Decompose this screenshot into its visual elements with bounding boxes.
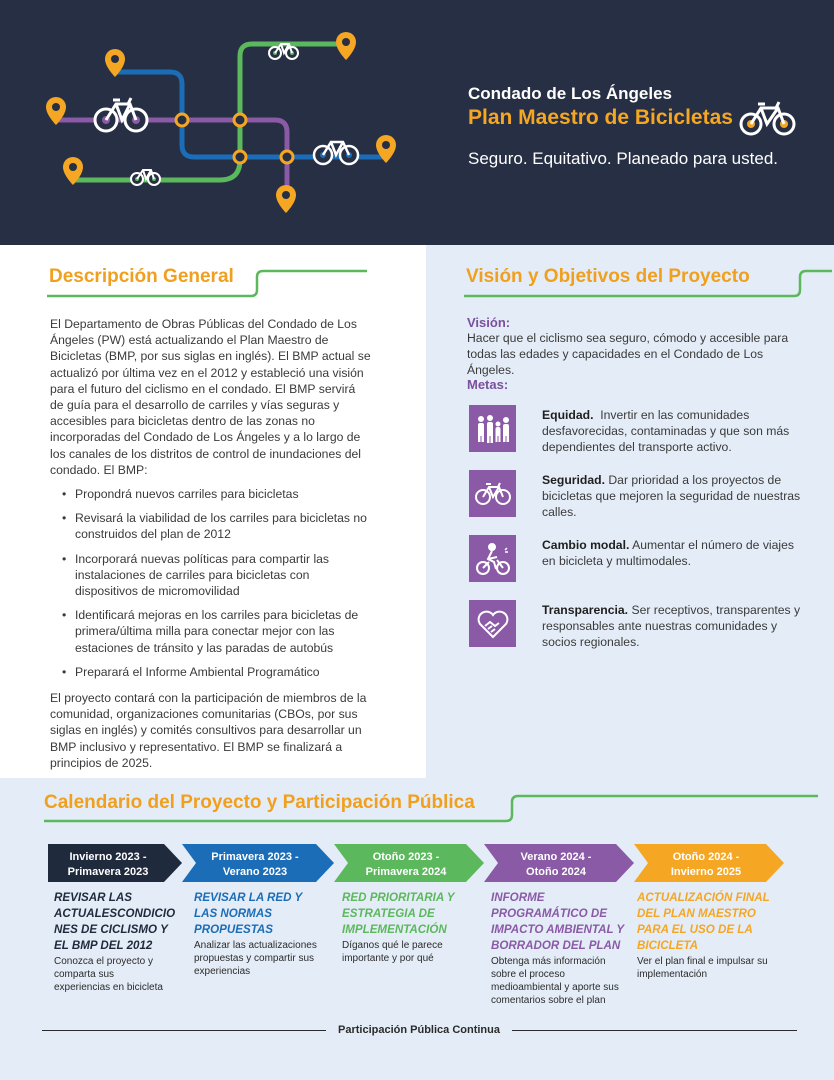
phase-title: REVISAR LA RED Y LAS NORMAS PROPUESTAS — [194, 891, 303, 936]
bicycle-icon — [738, 100, 798, 138]
bullet-marker: • — [62, 511, 67, 526]
timeline-footer: Participación Pública Continua — [338, 1024, 500, 1036]
phase-card — [637, 890, 779, 981]
section-underline — [45, 269, 375, 299]
phase-description: Obtenga más información sobre el proceso medioambiental y aporte sus comentarios sobre el plan — [491, 956, 619, 1006]
goals-label: Metas: — [467, 377, 509, 392]
phase-period: Otoño 2023 - Primavera 2024 — [365, 851, 447, 878]
phase-period: Primavera 2023 - Verano 2023 — [211, 851, 299, 878]
header-banner — [0, 0, 834, 245]
overview-title: Descripción General — [49, 266, 234, 287]
handshake-heart-icon — [469, 600, 516, 647]
list-item: • Incorporará nuevas políticas para compartir las instalaciones de carriles para bicicletas con dispositivos de micromovilidad — [62, 551, 330, 599]
list-item: • Propondrá nuevos carriles para bicicletas — [62, 487, 299, 501]
header-title: Plan Maestro de Bicicletas — [468, 106, 733, 129]
bullet-marker: • — [62, 608, 67, 623]
phase-description: Díganos qué le parece importante y por qué — [342, 940, 443, 964]
divider — [512, 1030, 797, 1031]
overview-closing-paragraph: El proyecto contará con la participación de miembros de la comunidad, organizaciones comunitarias (CBOs, por sus siglas en inglés) y comités consultivos para desarrollar un BMP inclusivo y representativo. El BMP se finalizará a principios de 2025. — [50, 691, 367, 770]
timeline-title: Calendario del Proyecto y Participación Pública — [44, 792, 475, 813]
section-underline — [40, 794, 820, 824]
phase-title: REVISAR LAS ACTUALESCONDICIO NES DE CICLISMO Y EL BMP DEL 2012 — [54, 891, 176, 952]
divider — [42, 1030, 326, 1031]
goal-name: Cambio modal. — [542, 538, 630, 552]
phase-description: Ver el plan final e impulsar su implementación — [637, 956, 768, 980]
goal-description: Aumentar el número de viajes en bicicleta y multimodales. — [542, 538, 794, 569]
phase-period: Verano 2024 - Otoño 2024 — [520, 851, 592, 878]
header-subtitle: Condado de Los Ángeles — [468, 84, 673, 103]
phase-card — [491, 890, 631, 1007]
phase-title: INFORME PROGRAMÁTICO DE IMPACTO AMBIENTAL Y BORRADOR DEL PLAN — [491, 891, 624, 952]
phase-description: Conozca el proyecto y comparta sus experiencias en bicicleta — [54, 956, 163, 993]
bullet-marker: • — [62, 487, 67, 501]
goal-description: Invertir en las comunidades desfavorecidas, contaminadas y que son más dependientes del transporte activo. — [542, 408, 790, 455]
overview-section — [0, 245, 426, 778]
header-tagline: Seguro. Equitativo. Planeado para usted. — [468, 149, 778, 168]
phase-period: Invierno 2023 - Primavera 2023 — [67, 851, 149, 878]
goal-description: Dar prioridad a los proyectos de bicicletas que mejoren la seguridad de nuestras calles. — [542, 473, 801, 520]
list-item: • Revisará la viabilidad de los carriles para bicicletas no construidos del plan de 2012 — [62, 511, 367, 542]
phase-card — [54, 890, 176, 994]
goal-name: Equidad. — [542, 408, 594, 422]
list-item: • Identificará mejoras en los carriles para bicicletas de primera/última milla para conectar mejor con las estaciones de tránsito y las paradas de autobús — [62, 608, 359, 655]
vision-label: Visión: — [467, 315, 511, 330]
timeline-section — [0, 778, 834, 1080]
bicycle-icon — [95, 98, 147, 131]
goal-description: Ser receptivos, transparentes y responsables ante nuestras comunidades y socios regionales. — [542, 603, 801, 650]
goal-name: Seguridad. — [542, 473, 605, 487]
vision-section — [426, 245, 834, 778]
phase-card — [342, 890, 472, 965]
vision-title: Visión y Objetivos del Proyecto — [466, 266, 750, 287]
phase-title: ACTUALIZACIÓN FINAL DEL PLAN MAESTRO PARA EL USO DE LA BICICLETA — [637, 891, 770, 952]
overview-paragraph: El Departamento de Obras Públicas del Condado de Los Ángeles (PW) está actualizando el Plan Maestro de Bicicletas (BMP, por sus siglas en inglés). El BMP actual se actualizó por última vez en el 2012 y estableció una visión para el futuro del ciclismo en el condado. El BMP servirá de guía para el desarrollo de carriles y vías seguras y accesibles para bicicletas dentro de las zonas no incorporadas del Condado de Los Ángeles y a lo largo de los canales de los distritos de control de inundaciones del condado. El BMP: — [50, 317, 371, 477]
bicycle-icon — [469, 470, 516, 517]
phase-card — [194, 890, 324, 978]
bullet-marker: • — [62, 664, 67, 679]
people-icon — [469, 405, 516, 452]
goal-name: Transparencia. — [542, 603, 629, 617]
phase-title: RED PRIORITARIA Y ESTRATEGIA DE IMPLEMENTACIÓN — [342, 891, 455, 936]
overview-bullet-list — [62, 486, 372, 688]
vision-text: Hacer que el ciclismo sea seguro, cómodo y accesible para todas las edades y capacidades en el Condado de Los Ángeles. — [467, 331, 789, 378]
bullet-marker: • — [62, 551, 67, 566]
bicycle-icon — [314, 142, 358, 164]
list-item: • Preparará el Informe Ambiental Programático — [62, 664, 320, 679]
phase-period: Otoño 2024 - Invierno 2025 — [670, 851, 742, 878]
bicycle-icon — [131, 170, 160, 185]
phase-description: Analizar las actualizaciones propuestas y compartir sus experiencias — [194, 940, 317, 977]
section-underline — [462, 269, 834, 299]
cyclist-icon — [469, 535, 516, 582]
